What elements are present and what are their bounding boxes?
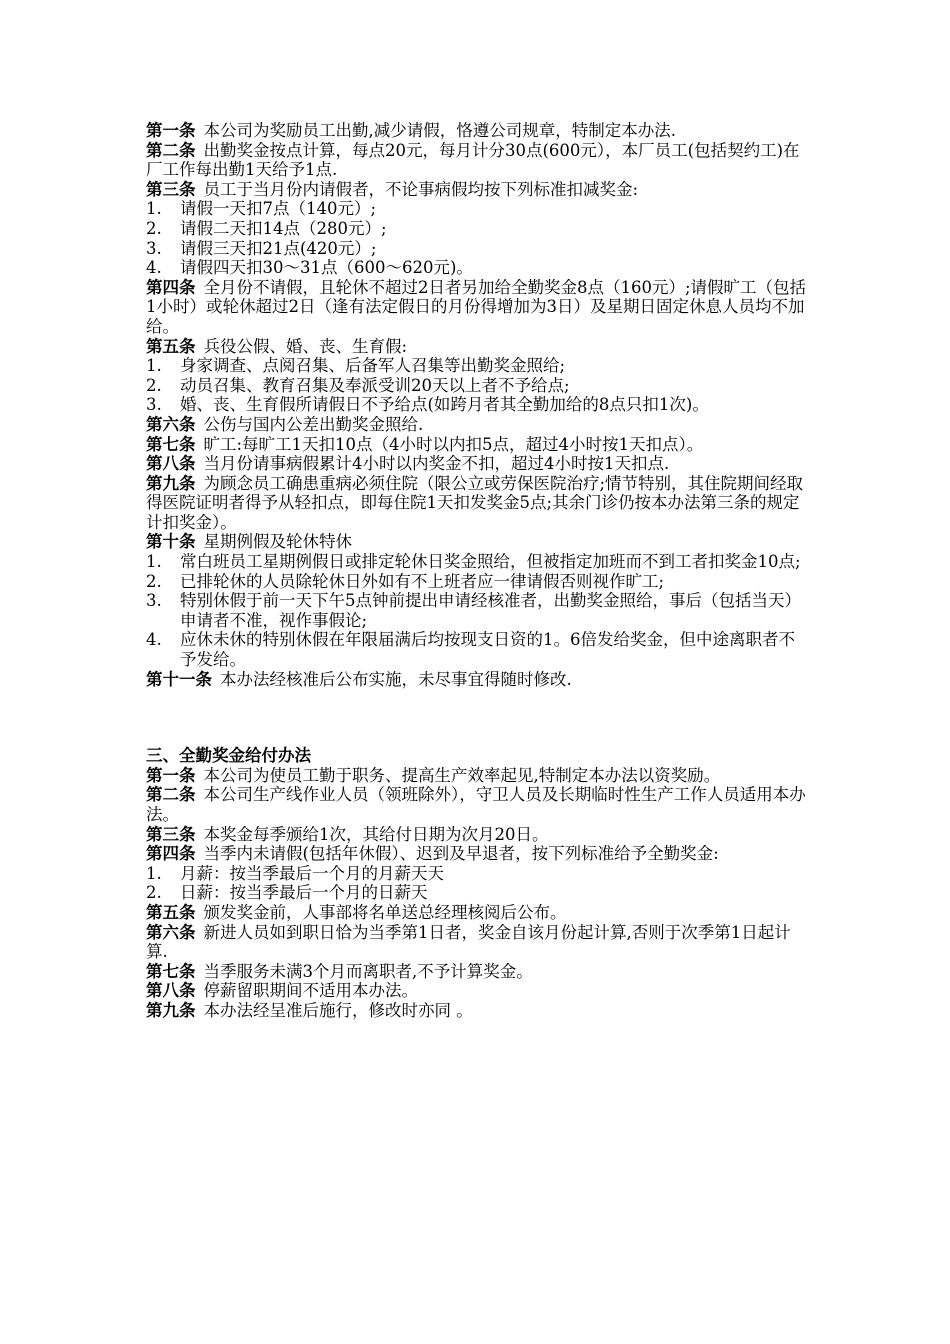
article-label: 第七条 (146, 961, 196, 981)
article-text: 本办法经呈准后施行，修改时亦同 。 (203, 1000, 473, 1020)
article-label: 第九条 (146, 1000, 196, 1020)
article-6 (146, 415, 810, 435)
list-text: 请假二天扣14点（280元）; (180, 218, 387, 238)
article-text: 公伤与国内公差出勤奖金照给. (203, 414, 424, 434)
list-number: 2. (146, 571, 162, 591)
article-3 (146, 180, 810, 200)
article-text: 旷工:每旷工1天扣10点（4小时以内扣5点，超过4小时按1天扣点）。 (203, 434, 704, 454)
list-text: 请假四天扣30～31点（600～620元)。 (180, 258, 473, 278)
list-text: 请假三天扣21点(420元）; (180, 238, 377, 258)
article-9 (146, 1001, 810, 1021)
list-text: 已排轮休的人员除轮休日外如有不上班者应一律请假否则视作旷工; (180, 571, 665, 591)
list-text: 常白班员工星期例假日或排定轮休日奖金照给，但被指定加班而不到工者扣奖金10点; (180, 552, 801, 572)
article-label: 第四条 (146, 844, 196, 864)
list-number: 3. (146, 238, 162, 258)
article-text: 当季内未请假(包括年休假）、迟到及早退者，按下列标准给予全勤奖金: (203, 844, 719, 864)
article-5 (146, 903, 810, 923)
article-text: 为顾念员工确患重病必须住院（限公立或劳保医院治疗;情节特别，其住院期间经取得医院证明者得予从轻扣点，即每住院1天扣发奖金5点;其余门诊仍按本办法第三条的规定计扣奖金）。 (146, 473, 804, 532)
list-text: 特别休假于前一天下午5点钟前提出申请经核准者，出勤奖金照给，事后（包括当天）申请者不准，视作事假论; (180, 591, 801, 630)
article-8 (146, 981, 810, 1001)
article-1 (146, 121, 810, 141)
list-number: 1. (146, 552, 162, 572)
list-item (146, 376, 810, 396)
article-label: 第七条 (146, 434, 196, 454)
list-number: 1. (146, 199, 162, 219)
article-text: 本公司为奖励员工出勤,减少请假，恪遵公司规章，特制定本办法. (203, 121, 676, 140)
article-4 (146, 278, 810, 337)
article-text: 出勤奖金按点计算，每点20元，每月计分30点(600元），本厂员工(包括契约工)在厂工作每出勤1天给予1点. (146, 140, 800, 180)
list-item (146, 219, 810, 239)
list-number: 1. (146, 356, 162, 376)
article-5 (146, 337, 810, 357)
list-item (146, 199, 810, 219)
list-number: 4. (146, 258, 162, 278)
article-1 (146, 766, 810, 786)
article-label: 第二条 (146, 140, 196, 160)
article-label: 第八条 (146, 981, 196, 1001)
list-text: 日薪：按当季最后一个月的日薪天 (180, 883, 428, 903)
list-text: 身家调查、点阅召集、后备军人召集等出勤奖金照给; (180, 356, 566, 376)
article-7 (146, 435, 810, 455)
article-text: 本奖金每季颁给1次，其给付日期为次月20日。 (203, 824, 549, 844)
article-2 (146, 141, 810, 180)
article-label: 第十一条 (146, 669, 212, 689)
article-10 (146, 532, 810, 552)
list-number: 2. (146, 218, 162, 238)
article-label: 第一条 (146, 765, 196, 785)
list-number: 2. (146, 375, 162, 395)
article-label: 第六条 (146, 414, 196, 434)
article-label: 第二条 (146, 785, 196, 805)
article-label: 第四条 (146, 277, 196, 297)
list-text: 婚、丧、生育假所请假日不予给点(如跨月者其全勤加给的8点只扣1次)。 (180, 395, 709, 415)
article-7 (146, 962, 810, 982)
article-text: 当季服务未满3个月而离职者,不予计算奖金。 (203, 961, 533, 981)
list-number: 2. (146, 883, 162, 903)
list-item (146, 258, 810, 278)
list-item (146, 883, 810, 903)
article-label: 第一条 (146, 121, 196, 140)
article-6 (146, 923, 810, 962)
article-text: 本公司为使员工勤于职务、提高生产效率起见,特制定本办法以资奖励。 (203, 765, 721, 785)
list-text: 请假一天扣7点（140元）; (180, 199, 377, 219)
list-text: 月薪：按当季最后一个月的月薪天天 (180, 863, 444, 883)
list-item (146, 239, 810, 259)
list-text: 应休未休的特别休假在年限届满后均按现支日资的1。6倍发给奖金，但中途离职者不予发给。 (180, 630, 795, 670)
list-item (146, 552, 810, 572)
article-label: 第十条 (146, 532, 196, 552)
article-text: 全月份不请假，且轮休不超过2日者另加给全勤奖金8点（160元）;请假旷工（包括1小时）或轮休超过2日（逢有法定假日的月份得增加为3日）及星期日固定休息人员均不加给。 (146, 277, 807, 336)
article-text: 本公司生产线作业人员（领班除外），守卫人员及长期临时性生产工作人员适用本办法。 (146, 785, 806, 824)
article-label: 第三条 (146, 824, 196, 844)
article-2 (146, 785, 810, 824)
article-4 (146, 844, 810, 864)
article-label: 第五条 (146, 902, 196, 922)
list-item (146, 395, 810, 415)
list-text: 动员召集、教育召集及奉派受训20天以上者不予给点; (180, 375, 570, 395)
article-text: 新进人员如到职日恰为当季第1日者，奖金自该月份起计算,否则于次季第1日起计算. (146, 922, 791, 962)
list-number: 3. (146, 395, 162, 415)
article-9 (146, 474, 810, 533)
list-number: 1. (146, 863, 162, 883)
article-text: 星期例假及轮休特休 (203, 532, 352, 552)
article-text: 兵役公假、婚、丧、生育假: (203, 336, 408, 356)
article-text: 当月份请事病假累计4小时以内奖金不扣，超过4小时按1天扣点. (203, 454, 670, 474)
list-number: 4. (146, 630, 162, 650)
section-title: 三、全勤奖金给付办法 (146, 746, 311, 766)
article-11 (146, 670, 810, 690)
article-label: 第三条 (146, 179, 196, 199)
article-8 (146, 454, 810, 474)
article-label: 第八条 (146, 454, 196, 474)
document-body (146, 121, 810, 1021)
article-text: 颁发奖金前，人事部将名单送总经理核阅后公布。 (203, 902, 567, 922)
article-text: 本办法经核准后公布实施，未尽事宜得随时修改. (220, 669, 572, 689)
article-text: 停薪留职期间不适用本办法。 (203, 981, 418, 1001)
article-text: 员工于当月份内请假者，不论事病假均按下列标准扣减奖金: (203, 179, 639, 199)
list-item (146, 591, 810, 630)
list-item (146, 630, 810, 669)
article-label: 第九条 (146, 473, 196, 493)
article-label: 第六条 (146, 922, 196, 942)
list-item (146, 356, 810, 376)
list-item (146, 572, 810, 592)
list-number: 3. (146, 591, 162, 611)
list-item (146, 864, 810, 884)
article-3 (146, 825, 810, 845)
article-label: 第五条 (146, 336, 196, 356)
